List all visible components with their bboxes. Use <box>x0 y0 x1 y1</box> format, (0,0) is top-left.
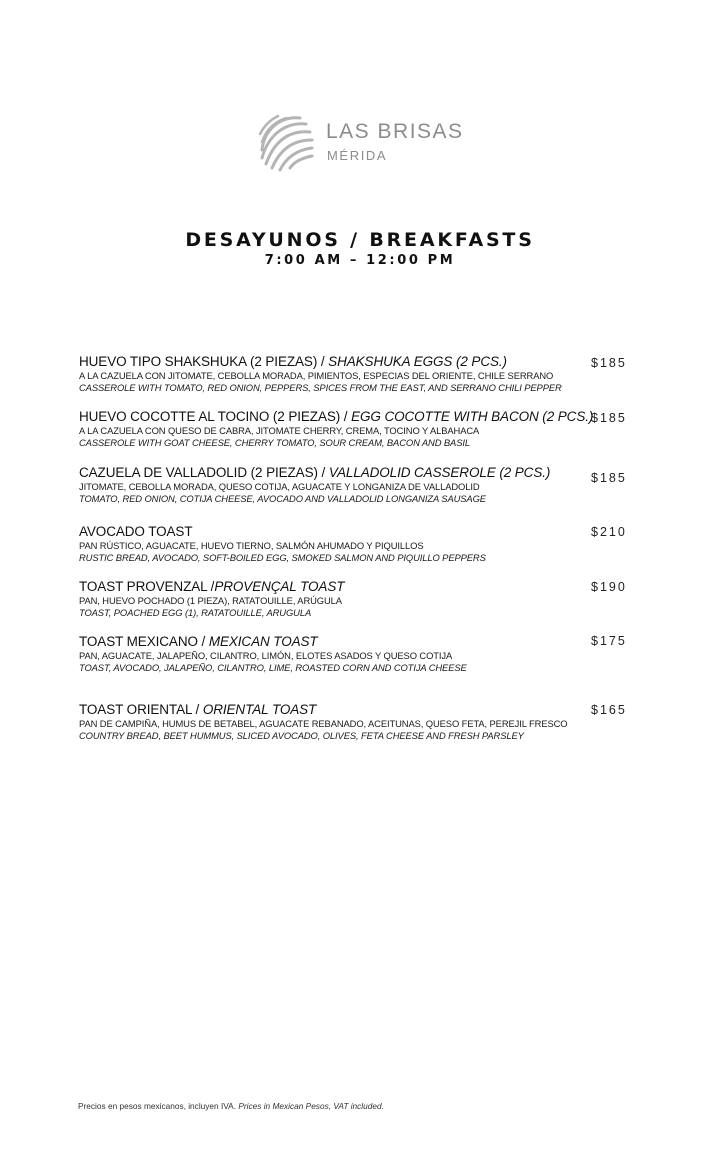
item-desc-es: PAN, HUEVO POCHADO (1 PIEZA), RATATOUILLE, ARÚGULA <box>79 595 342 606</box>
item-name <box>79 354 639 370</box>
item-desc-en: TOMATO, RED ONION, COTIJA CHEESE, AVOCADO AND VALLADOLID LONGANIZA SAUSAGE <box>79 493 486 504</box>
item-price: $185 <box>591 356 627 370</box>
item-name <box>79 579 639 595</box>
disclaimer-es: Precios en pesos mexicanos, incluyen IVA. <box>78 1101 239 1111</box>
item-name-es: CAZUELA DE VALLADOLID (2 PIEZAS) / <box>79 465 329 480</box>
item-desc-en: COUNTRY BREAD, BEET HUMMUS, SLICED AVOCADO, OLIVES, FETA CHEESE AND FRESH PARSLEY <box>79 730 524 741</box>
item-desc-es: A LA CAZUELA CON JITOMATE, CEBOLLA MORADA, PIMIENTOS, ESPECIAS DEL ORIENTE, CHILE SERRANO <box>79 370 554 381</box>
item-price: $210 <box>591 525 627 539</box>
menu-title: DESAYUNOS / BREAKFASTS <box>185 229 535 251</box>
menu-item <box>79 354 639 394</box>
item-name-es: TOAST PROVENZAL / <box>79 579 215 594</box>
menu-hours: 7:00 AM – 12:00 PM <box>264 253 456 268</box>
item-name-en: ORIENTAL TOAST <box>202 702 317 717</box>
item-name-en: MEXICAN TOAST <box>208 634 318 649</box>
item-price: $190 <box>591 580 627 594</box>
item-price: $185 <box>591 411 627 425</box>
item-name-en: PROVENÇAL TOAST <box>214 579 345 594</box>
item-name-en: VALLADOLID CASSEROLE (2 PCS.) <box>328 465 551 480</box>
item-price: $185 <box>591 471 627 485</box>
item-desc-en: RUSTIC BREAD, AVOCADO, SOFT-BOILED EGG, SMOKED SALMON AND PIQUILLO PEPPERS <box>79 552 486 563</box>
menu-item <box>79 634 639 674</box>
item-desc-es: PAN, AGUACATE, JALAPEÑO, CILANTRO, LIMÓN, ELOTES ASADOS Y QUESO COTIJA <box>79 650 453 661</box>
item-name <box>79 634 639 650</box>
las-brisas-swirl-logo-icon <box>256 110 318 172</box>
item-name-en: SHAKSHUKA EGGS (2 PCS.) <box>328 354 507 369</box>
menu-item <box>79 409 639 449</box>
item-desc-es: PAN DE CAMPIÑA, HUMUS DE BETABEL, AGUACATE REBANADO, ACEITUNAS, QUESO FETA, PEREJIL FRESCO <box>79 718 568 729</box>
item-price: $175 <box>591 634 627 648</box>
item-desc-en: TOAST, AVOCADO, JALAPEÑO, CILANTRO, LIME, ROASTED CORN AND COTIJA CHEESE <box>79 662 467 673</box>
item-name-es: TOAST ORIENTAL / <box>79 702 203 717</box>
menu-item <box>79 579 639 619</box>
item-desc-es: JITOMATE, CEBOLLA MORADA, QUESO COTIJA, AGUACATE Y LONGANIZA DE VALLADOLID <box>79 481 480 492</box>
item-name <box>79 465 639 481</box>
price-disclaimer <box>78 1101 384 1111</box>
menu-item <box>79 465 639 505</box>
brand-name: LAS BRISAS <box>326 120 464 143</box>
item-name <box>79 524 639 540</box>
menu-item <box>79 524 639 564</box>
item-name-es: HUEVO COCOTTE AL TOCINO (2 PIEZAS) / <box>79 409 352 424</box>
item-name-es: TOAST MEXICANO / <box>79 634 209 649</box>
disclaimer-en: Prices in Mexican Pesos, VAT included. <box>238 1101 384 1111</box>
item-name-en: EGG COCOTTE WITH BACON (2 PCS.) <box>351 409 594 424</box>
menu-item <box>79 702 639 742</box>
item-desc-es: A LA CAZUELA CON QUESO DE CABRA, JITOMATE CHERRY, CREMA, TOCINO Y ALBAHACA <box>79 425 480 436</box>
item-name <box>79 702 639 718</box>
brand-city: MÉRIDA <box>327 148 388 163</box>
item-desc-en: CASSEROLE WITH GOAT CHEESE, CHERRY TOMATO, SOUR CREAM, BACON AND BASIL <box>79 437 470 448</box>
item-name-es: HUEVO TIPO SHAKSHUKA (2 PIEZAS) / <box>79 354 329 369</box>
item-price: $165 <box>591 703 627 717</box>
item-desc-en: TOAST, POACHED EGG (1), RATATOUILLE, ARUGULA <box>79 607 312 618</box>
item-name <box>79 409 639 425</box>
item-desc-es: PAN RÚSTICO, AGUACATE, HUEVO TIERNO, SALMÓN AHUMADO Y PIQUILLOS <box>79 540 424 551</box>
brand-logo <box>256 110 476 172</box>
item-name-es: AVOCADO TOAST <box>79 524 193 539</box>
item-desc-en: CASSEROLE WITH TOMATO, RED ONION, PEPPERS, SPICES FROM THE EAST, AND SERRANO CHILI PEPPER <box>79 382 562 393</box>
